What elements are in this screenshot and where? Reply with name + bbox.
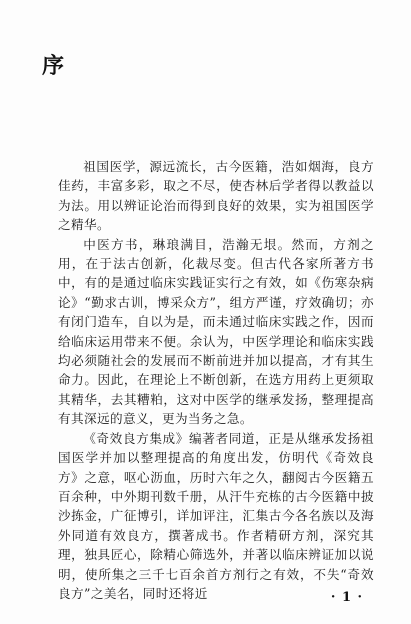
page-number: · 1 · bbox=[330, 590, 364, 605]
paragraph-1: 祖国医学，源远流长，古今医籍，浩如烟海，良方佳药，丰富多彩，取之不尽，使杏林后学者得以教益以为法。用以辨证论治而得到良好的效果，实为祖国医学之精华。 bbox=[58, 159, 374, 233]
paragraph-3: 《奇效良方集成》编著者同道，正是从继承发扬祖国医学并加以整理提高的角度出发，仿明代《奇效良方》之意，呕心沥血，历时六年之久，翻阅古今医籍五百余种，中外期刊数千册，从汗牛充栋的古今医籍中披沙拣金，广征博引，详加评注，汇集古今各名族以及海外同道有效良方，撰著成书。作者精研方剂，深究其理，独具匠心，除精心筛选外，并著以临床辨证加以说明，使所集之三千七百余首方剂行之有效，不失“奇效良方”之美名，同时还将近 bbox=[58, 430, 374, 601]
preface-heading: 序 bbox=[42, 53, 65, 79]
paragraph-2: 中医方书，琳琅满目，浩瀚无垠。然而，方剂之用，在于法古创新，化裁尽变。但古代各家所著方书中，有的是通过临床实践证实行之有效，如《伤寒杂病论》“勤求古训，博采众方”，组方严谨，疗效确切；亦有闭门造车，自以为是，而未通过临床实践之作，因而给临床运用带来不便。余认为，中医学理论和临床实践均必须随社会的发展而不断前进并加以提高，才有其生命力。因此，在理论上不断创新，在选方用药上更须取其精华，去其糟粕，这对中医学的继承发扬，整理提高有其深远的意义，更为当务之急。 bbox=[58, 236, 374, 427]
preface-body bbox=[58, 157, 374, 603]
